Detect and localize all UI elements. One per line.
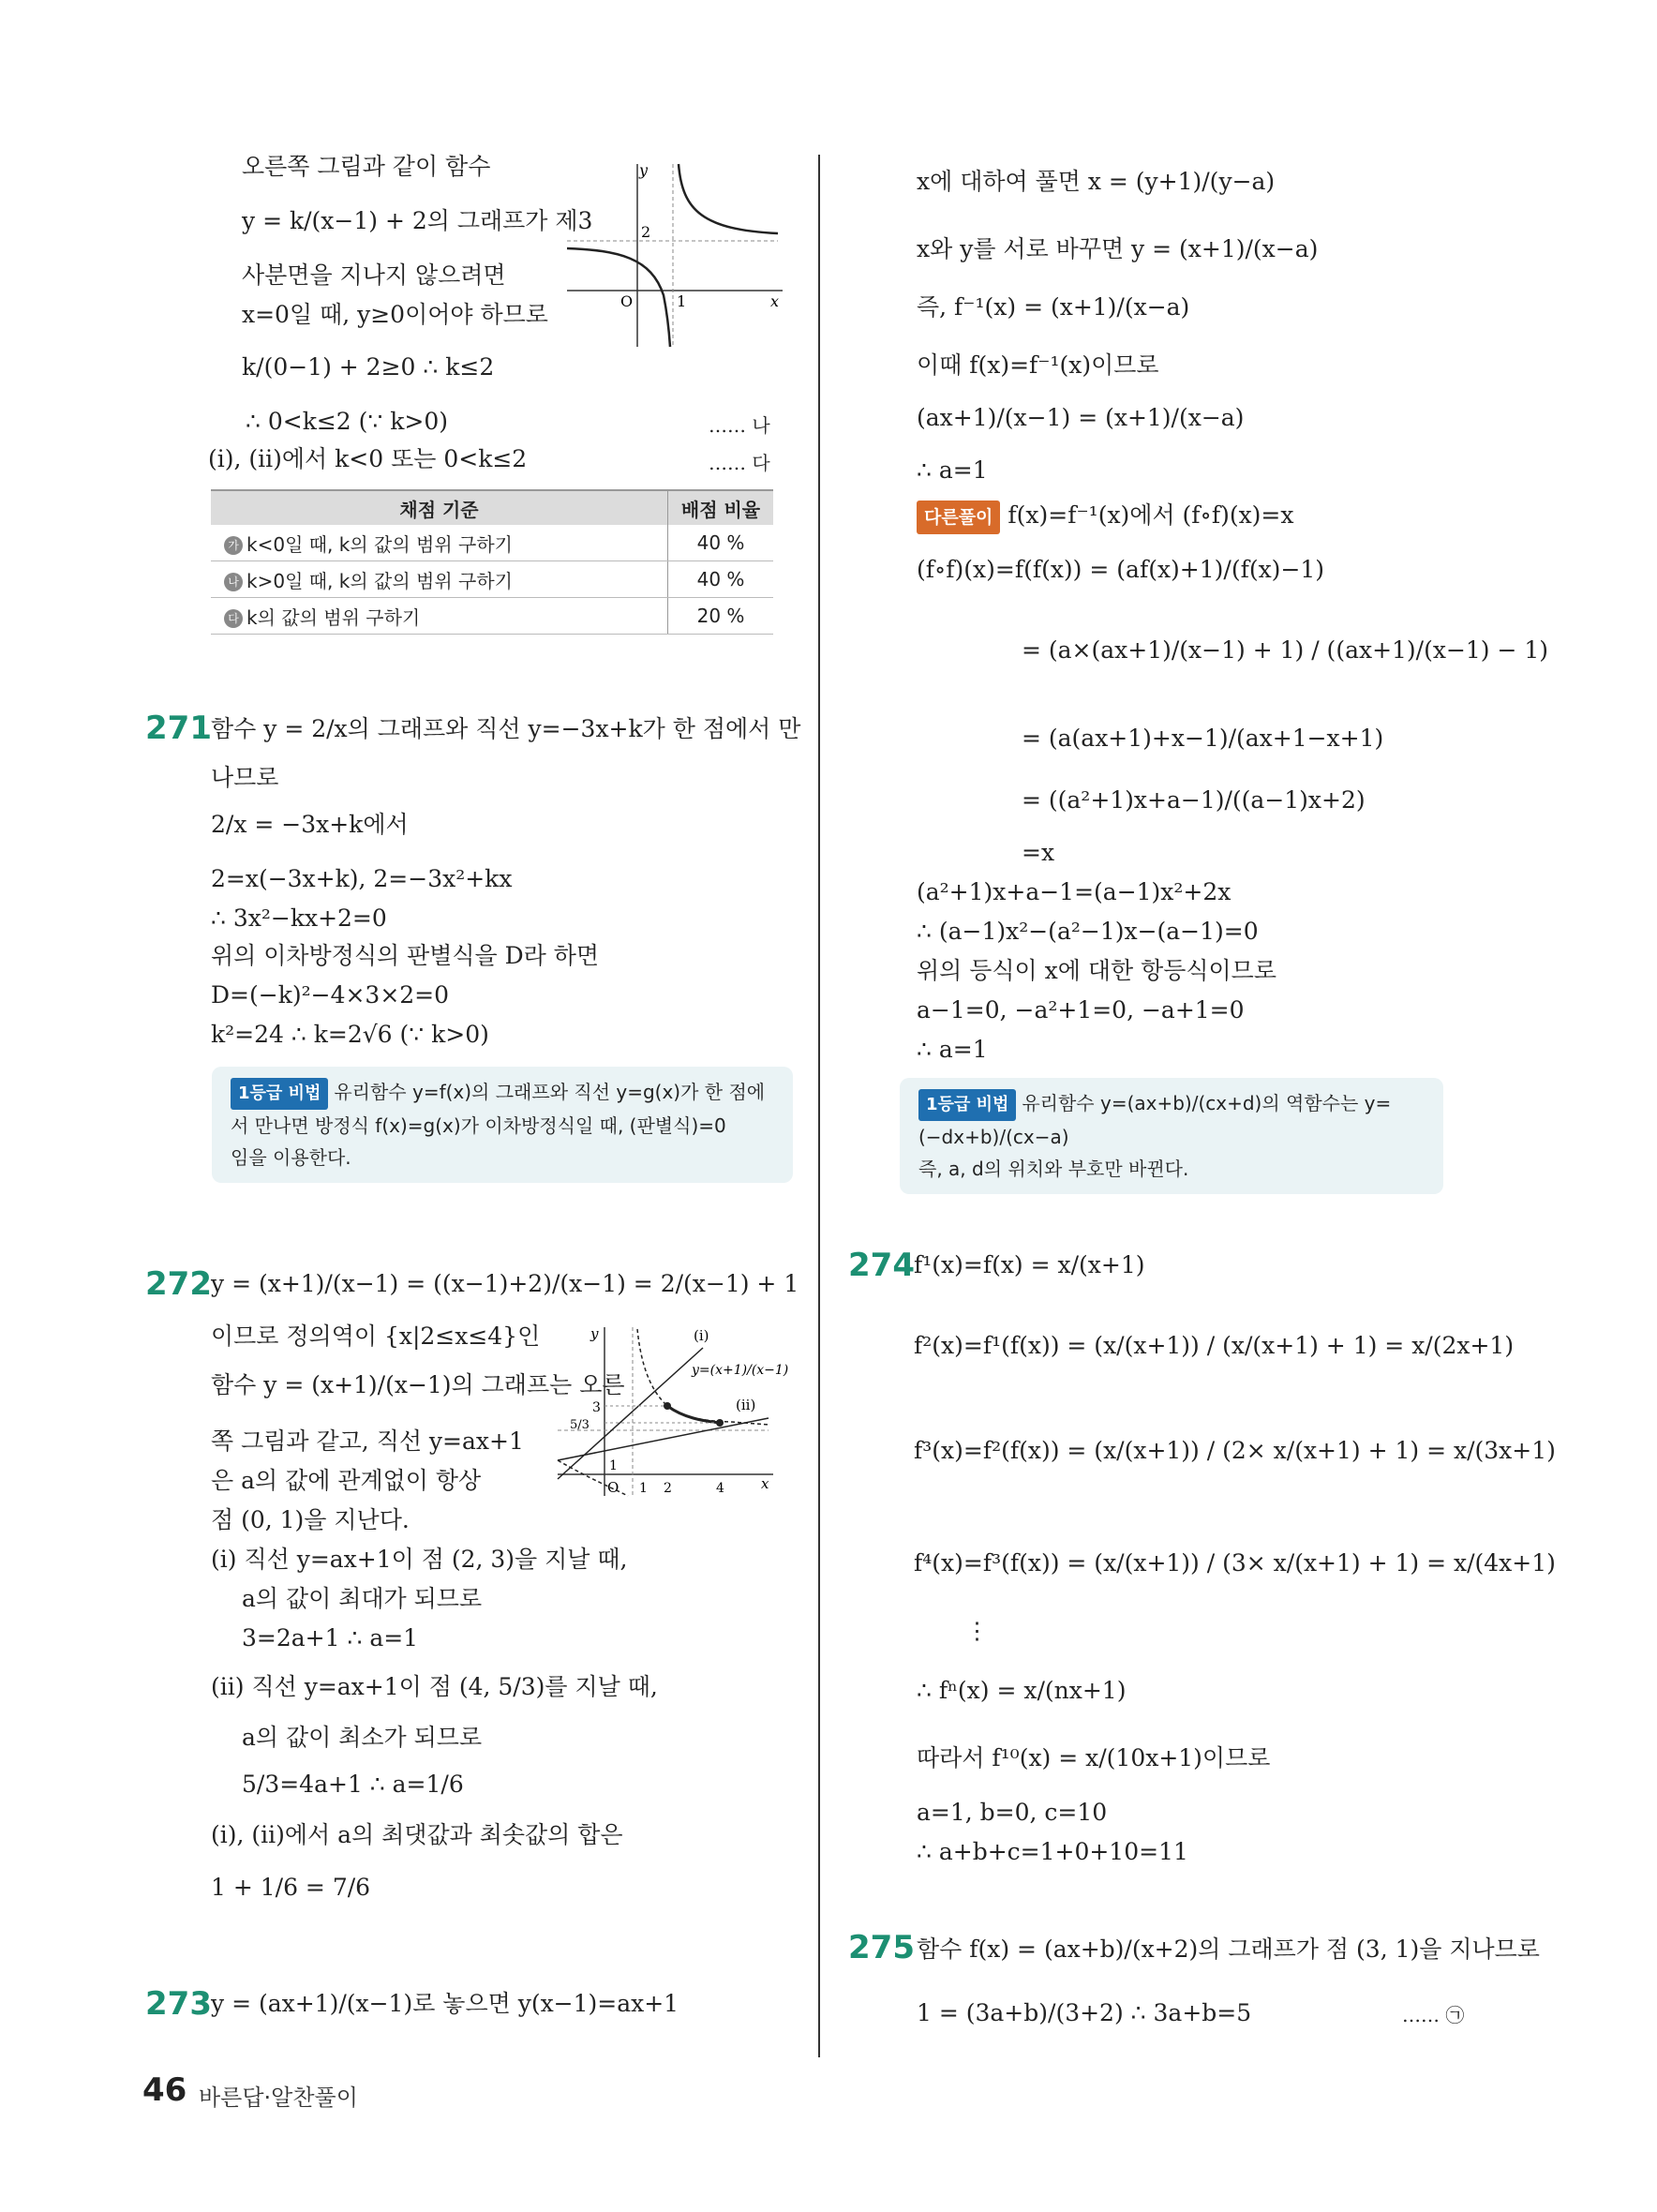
text-line: = (a×(ax+1)/(x−1) + 1) / ((ax+1)/(x−1) − 1) — [1022, 636, 1549, 664]
hyperbola-graph — [562, 155, 787, 351]
text-line: (i), (ii)에서 k<0 또는 0<k≤2 — [208, 445, 528, 472]
text-line: = ((a²+1)x+a−1)/((a−1)x+2) — [1022, 786, 1366, 814]
problem-number: 271 — [145, 710, 212, 747]
circled-mark: 다 — [224, 609, 243, 628]
table-row — [211, 525, 773, 561]
text-line: f(x)=f⁻¹(x)에서 (f∘f)(x)=x — [1008, 501, 1294, 529]
text-line: 2=x(−3x+k), 2=−3x²+kx — [211, 865, 513, 892]
text-line: y = (ax+1)/(x−1)로 놓으면 y(x−1)=ax+1 — [211, 1990, 679, 2017]
text-line: ∴ (a−1)x²−(a²−1)x−(a−1)=0 — [917, 918, 1259, 945]
text-line: 함수 y = 2/x의 그래프와 직선 y=−3x+k가 한 점에서 만 — [211, 715, 801, 742]
text-line: 함수 f(x) = (ax+b)/(x+2)의 그래프가 점 (3, 1)을 지나므로 — [917, 1936, 1540, 1963]
origin-label: O — [607, 1479, 620, 1496]
tick-label: 5/3 — [570, 1418, 590, 1432]
tip-text: 유리함수 y=f(x)의 그래프와 직선 y=g(x)가 한 점에 — [334, 1081, 766, 1103]
tick-label: 1 — [639, 1481, 648, 1496]
text-line — [917, 499, 1293, 534]
text-line: k/(0−1) + 2≥0 ∴ k≤2 — [242, 353, 495, 381]
text-line: 위의 이차방정식의 판별식을 D라 하면 — [211, 942, 600, 969]
text-line: 따라서 f¹⁰(x) = x/(10x+1)이므로 — [917, 1744, 1271, 1771]
text-line: f¹(x)=f(x) = x/(x+1) — [914, 1251, 1145, 1278]
table-header: 배점 비율 — [668, 490, 774, 525]
grading-table — [211, 489, 773, 635]
text-line: ∴ 0<k≤2 (∵ k>0) — [246, 408, 449, 435]
table-cell: 40 % — [668, 561, 774, 598]
text-line: a의 값이 최소가 되므로 — [242, 1724, 483, 1751]
line-label: (ii) — [736, 1397, 756, 1413]
circled-mark: 가 — [224, 536, 243, 555]
text-line: a=1, b=0, c=10 — [917, 1799, 1108, 1826]
text-line: 쪽 그림과 같고, 직선 y=ax+1 — [211, 1427, 524, 1455]
text-line: 은 a의 값에 관계없이 항상 — [211, 1467, 482, 1494]
text-line: y = (x+1)/(x−1) = ((x−1)+2)/(x−1) = 2/(x−1) + 1 — [211, 1270, 799, 1297]
text-line: (a²+1)x+a−1=(a−1)x²+2x — [917, 878, 1232, 905]
y-axis-label: y — [590, 1325, 599, 1342]
tip-box — [900, 1078, 1443, 1194]
tick-label: 2 — [641, 223, 651, 241]
problem-number: 275 — [848, 1929, 915, 1966]
tick-label: 1 — [609, 1458, 618, 1473]
table-header: 채점 기준 — [211, 490, 668, 525]
tip-text: 임을 이용한다. — [231, 1146, 351, 1169]
text-line: ∴ 3x²−kx+2=0 — [211, 904, 387, 932]
text-line: 이때 f(x)=f⁻¹(x)이므로 — [917, 351, 1159, 379]
problem-number: 273 — [145, 1985, 212, 2023]
curve-label: y=(x+1)/(x−1) — [692, 1363, 789, 1378]
text-line: a−1=0, −a²+1=0, −a+1=0 — [917, 996, 1245, 1024]
problem-number: 272 — [145, 1265, 212, 1303]
text-line: 위의 등식이 x에 대한 항등식이므로 — [917, 957, 1276, 984]
text-line: (ii) 직선 y=ax+1이 점 (4, 5/3)를 지날 때, — [211, 1673, 658, 1700]
table-cell: 20 % — [668, 598, 774, 635]
text-line: 1 + 1/6 = 7/6 — [211, 1874, 371, 1901]
y-axis-label: y — [639, 161, 649, 179]
tip-text: 유리함수 y=(ax+b)/(cx+d)의 역함수는 y=(−dx+b)/(cx−a) — [918, 1092, 1392, 1148]
rational-function-graph — [553, 1320, 789, 1498]
problem-number: 274 — [848, 1247, 915, 1284]
x-axis-label: x — [761, 1475, 769, 1492]
tip-text: 서 만나면 방정식 f(x)=g(x)가 이차방정식일 때, (판별식)=0 — [231, 1114, 726, 1137]
table-row — [211, 561, 773, 598]
alt-solution-badge: 다른풀이 — [917, 501, 1000, 534]
table-cell: k<0일 때, k의 값의 범위 구하기 — [246, 532, 513, 556]
page-number: 46 — [142, 2071, 187, 2109]
text-line: 2/x = −3x+k에서 — [211, 811, 409, 838]
tick-label: 2 — [664, 1481, 672, 1496]
text-line: (i), (ii)에서 a의 최댓값과 최솟값의 합은 — [211, 1821, 623, 1848]
text-line: x=0일 때, y≥0이어야 하므로 — [242, 301, 548, 328]
text-line: (f∘f)(x)=f(f(x)) = (af(x)+1)/(f(x)−1) — [917, 556, 1325, 583]
text-line: (ax+1)/(x−1) = (x+1)/(x−a) — [917, 404, 1245, 431]
text-line: 3=2a+1 ∴ a=1 — [242, 1624, 419, 1652]
step-marker: …… 나 — [709, 414, 770, 437]
text-line: ∴ fⁿ(x) = x/(nx+1) — [917, 1677, 1127, 1704]
book-label: 바른답·알찬풀이 — [199, 2085, 358, 2111]
text-line: =x — [1022, 839, 1055, 866]
tip-text: 즉, a, d의 위치와 부호만 바뀐다. — [918, 1158, 1189, 1180]
text-line: 함수 y = (x+1)/(x−1)의 그래프는 오른 — [211, 1371, 625, 1398]
table-cell: 40 % — [668, 525, 774, 561]
text-line: 오른쪽 그림과 같이 함수 — [242, 153, 491, 180]
line-label: (i) — [694, 1327, 709, 1344]
tick-label: 3 — [592, 1400, 601, 1415]
text-line: ∴ a=1 — [917, 1036, 988, 1063]
text-line: f³(x)=f²(f(x)) = (x/(x+1)) / (2× x/(x+1) + 1) = x/(3x+1) — [914, 1437, 1556, 1464]
text-line: D=(−k)²−4×3×2=0 — [211, 981, 450, 1009]
tip-box — [212, 1067, 793, 1183]
text-line: (i) 직선 y=ax+1이 점 (2, 3)을 지날 때, — [211, 1546, 628, 1573]
text-line: f⁴(x)=f³(f(x)) = (x/(x+1)) / (3× x/(x+1) + 1) = x/(4x+1) — [914, 1549, 1556, 1577]
text-line: 사분면을 지나지 않으려면 — [242, 262, 506, 289]
step-marker: …… 다 — [709, 452, 770, 474]
text-line: x에 대하여 풀면 x = (y+1)/(y−a) — [917, 168, 1276, 195]
text-line: a의 값이 최대가 되므로 — [242, 1585, 483, 1612]
column-divider — [818, 155, 820, 2057]
origin-label: O — [620, 292, 634, 310]
text-line: y = k/(x−1) + 2의 그래프가 제3 — [242, 207, 593, 234]
text-line: 1 = (3a+b)/(3+2) ∴ 3a+b=5 — [917, 1999, 1252, 2026]
text-line: ⋮ — [965, 1617, 989, 1644]
step-marker: …… ㉠ — [1402, 2004, 1465, 2026]
table-row — [211, 598, 773, 635]
text-line: 이므로 정의역이 {x|2≤x≤4}인 — [211, 1323, 541, 1350]
text-line: 나므로 — [211, 764, 279, 791]
text-line: 즉, f⁻¹(x) = (x+1)/(x−a) — [917, 293, 1190, 321]
tick-label: 1 — [677, 292, 687, 310]
text-line: 5/3=4a+1 ∴ a=1/6 — [242, 1771, 464, 1798]
text-line: ∴ a+b+c=1+0+10=11 — [917, 1838, 1188, 1865]
tick-label: 4 — [716, 1481, 724, 1496]
table-cell: k>0일 때, k의 값의 범위 구하기 — [246, 569, 513, 592]
x-axis-label: x — [770, 292, 780, 310]
tip-badge: 1등급 비법 — [231, 1078, 328, 1110]
text-line: ∴ a=1 — [917, 456, 988, 484]
text-line: f²(x)=f¹(f(x)) = (x/(x+1)) / (x/(x+1) + 1) = x/(2x+1) — [914, 1332, 1515, 1359]
table-cell: k의 값의 범위 구하기 — [246, 605, 421, 629]
circled-mark: 나 — [224, 573, 243, 591]
text-line: = (a(ax+1)+x−1)/(ax+1−x+1) — [1022, 725, 1384, 752]
text-line: k²=24 ∴ k=2√6 (∵ k>0) — [211, 1021, 489, 1048]
text-line: x와 y를 서로 바꾸면 y = (x+1)/(x−a) — [917, 235, 1319, 262]
text-line: 점 (0, 1)을 지난다. — [211, 1506, 410, 1533]
tip-badge: 1등급 비법 — [918, 1089, 1016, 1121]
